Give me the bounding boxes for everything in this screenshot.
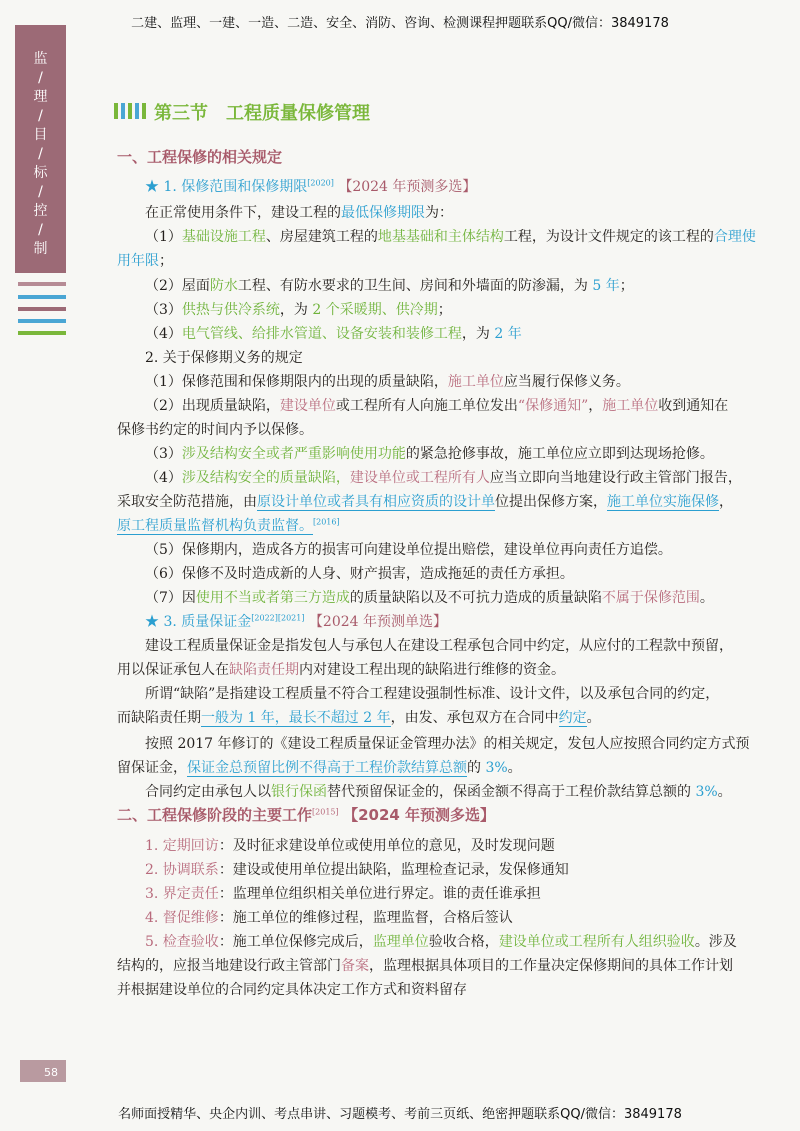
side-stripe: [18, 282, 66, 286]
text: ，监理根据具体项目的工作量决定保修期间的具体工作计划: [369, 958, 733, 974]
text: ：建设或使用单位提出缺陷，监理检查记录，发保修通知: [218, 862, 569, 878]
subheading-label: 1. 保修范围和保修期限: [163, 179, 308, 195]
step-label: 2. 协调联系: [145, 862, 219, 878]
year-tag: [2016]: [313, 517, 340, 527]
text: ：施工单位的维修过程，监理监督，合格后签认: [218, 910, 513, 926]
text: 验收合格，: [428, 934, 499, 950]
year-tag: [2020]: [307, 178, 334, 188]
side-char: 控: [33, 203, 48, 219]
text: （4）: [145, 326, 182, 342]
highlight: 缺陷责任期: [229, 662, 299, 678]
year-tag: [2022][2021]: [251, 613, 305, 623]
text: 工程，为设计文件规定的该工程的: [503, 229, 714, 245]
star-icon: ★: [145, 179, 159, 195]
para-3-cont: [117, 757, 785, 777]
step-label: 4. 督促维修: [145, 910, 219, 926]
para-2: 所谓“缺陷”是指建设工程质量不符合工程建设强制性标准、设计文件，以及承包合同的约定，: [145, 686, 720, 702]
highlight: 备案: [341, 958, 369, 974]
text: （1）: [145, 229, 182, 245]
intro-line: [145, 202, 785, 222]
forecast-tag: 【2024 年预测单选】: [308, 614, 448, 630]
item-2: [145, 275, 785, 295]
highlight: 施工单位: [447, 374, 504, 390]
highlight: 建设单位或工程所有人: [349, 470, 490, 486]
duty-5: （5）保修期内，造成各方的损害可向建设单位提出赔偿，建设单位再向责任方追偿。: [145, 542, 672, 558]
duty-4-cont: [117, 491, 785, 511]
text: （3）: [145, 446, 182, 462]
subheading-2: 2. 关于保修期义务的规定: [145, 350, 303, 366]
side-stripe: [18, 319, 66, 323]
item-1-cont: [117, 250, 785, 270]
text: 用以保证承包人在: [117, 662, 229, 678]
item-1: [145, 226, 785, 246]
side-char: 理: [33, 89, 48, 105]
text: ；: [437, 302, 452, 318]
text: 替代预留保证金的，保函金额不得高于工程价款结算总额的: [327, 784, 696, 800]
text: 而缺陷责任期: [117, 710, 201, 726]
duty-3: [145, 443, 785, 463]
highlight: 3%: [485, 760, 508, 776]
text: 位提出保修方案，: [495, 494, 607, 510]
duty-4-cont2: [117, 515, 785, 535]
text: 的质量缺陷以及不可抗力造成的质量缺陷: [349, 590, 602, 606]
highlight: 2 年: [494, 326, 522, 342]
duty-7: [145, 587, 785, 607]
text: 应当履行保修义务。: [503, 374, 630, 390]
highlight: 涉及结构安全的质量缺陷，: [181, 470, 350, 486]
side-char: /: [38, 184, 43, 200]
side-char: /: [38, 222, 43, 238]
highlight: 电气管线、给排水管道、设备安装和装修工程: [181, 326, 462, 342]
highlight: 地基基础和主体结构: [377, 229, 504, 245]
heading-text: 二、工程保修阶段的主要工作: [117, 806, 313, 824]
text: （1）保修范围和保修期限内的出现的质量缺陷，: [145, 374, 448, 390]
subheading-3: [145, 611, 785, 631]
step-label: 3. 界定责任: [145, 886, 219, 902]
text: ，为: [279, 302, 313, 318]
highlight: 使用不当或者第三方造成: [195, 590, 350, 606]
text: ：及时征求建设单位或使用单位的意见，及时发现问题: [218, 838, 555, 854]
heading-part2: [117, 804, 785, 825]
text: 为：: [425, 205, 453, 221]
underlined-highlight: 约定: [558, 710, 587, 726]
highlight: 合理使: [713, 229, 756, 245]
side-stripe: [18, 307, 66, 311]
highlight: 施工单位: [602, 398, 659, 414]
step-5: [145, 931, 785, 951]
forecast-tag: 【2024 年预测多选】: [343, 806, 496, 824]
highlight: 建设单位或工程所有人组织验收: [498, 934, 695, 950]
item-3: [145, 299, 785, 319]
text: 。: [717, 784, 732, 800]
side-char: /: [38, 70, 43, 86]
text: （7）因: [145, 590, 196, 606]
highlight: 建设单位: [279, 398, 336, 414]
text: ；: [619, 278, 634, 294]
side-char: 监: [33, 51, 48, 67]
text: 。涉及: [694, 934, 737, 950]
step-4: [145, 907, 785, 927]
duty-4: [145, 467, 785, 487]
text: （4）: [145, 470, 182, 486]
highlight: 不属于保修范围: [601, 590, 700, 606]
text: （2）屋面: [145, 278, 210, 294]
section-bars-icon: [114, 103, 149, 123]
duty-6: （6）保修不及时造成新的人身、财产损害，造成拖延的责任方承担。: [145, 566, 574, 582]
section-title: 第三节 工程质量保修管理: [154, 103, 370, 124]
text: ，为: [461, 326, 495, 342]
step-5-cont2: 并根据建设单位的合同约定具体决定工作方式和资料留存: [117, 982, 467, 998]
text: ：施工单位保修完成后，: [218, 934, 373, 950]
text: 内对建设工程出现的缺陷进行维修的资金。: [299, 662, 565, 678]
text: ：监理单位组织相关单位进行界定。谁的责任谁承担: [218, 886, 541, 902]
text: 合同约定由承包人以: [145, 784, 271, 800]
side-char: 目: [33, 127, 48, 143]
para-1: 建设工程质量保证金是指发包人与承包人在建设工程承包合同中约定，从应付的工程款中预留，: [145, 638, 733, 654]
step-2: [145, 859, 785, 879]
para-4: [145, 781, 785, 801]
text: 收到通知在: [658, 398, 729, 414]
side-stripe: [18, 295, 66, 299]
side-char: 标: [33, 165, 48, 181]
text: ；: [159, 253, 173, 269]
forecast-tag: 【2024 年预测多选】: [338, 179, 477, 195]
highlight: 监理单位: [372, 934, 429, 950]
duty-1: [145, 371, 785, 391]
underlined-highlight: 施工单位实施保修: [607, 494, 719, 510]
item-4: [145, 323, 785, 343]
star-icon: ★: [145, 614, 159, 630]
highlight: 防水: [209, 278, 238, 294]
underlined-highlight: 原工程质量监督机构负责监督。: [117, 518, 313, 534]
text: ，: [719, 494, 733, 510]
text: 、房屋建筑工程的: [265, 229, 378, 245]
text: 采取安全防范措施，由: [117, 494, 257, 510]
text: （2）出现质量缺陷，: [145, 398, 280, 414]
duty-2-cont: 保修书约定的时间内予以保修。: [117, 422, 313, 438]
side-char: 制: [33, 241, 48, 257]
highlight: 2 个采暖期、供冷期: [312, 302, 438, 318]
step-label: 1. 定期回访: [145, 838, 219, 854]
text: 应当立即向当地建设行政主管部门报告，: [489, 470, 742, 486]
highlight: “保修通知”: [517, 398, 589, 414]
side-stripe: [18, 331, 66, 335]
step-label: 5. 检查验收: [145, 934, 219, 950]
highlight: 涉及结构安全或者严重影响使用功能: [181, 446, 406, 462]
text: 在正常使用条件下，建设工程的: [145, 205, 341, 221]
text: 。: [586, 710, 601, 726]
para-1-cont: [117, 659, 785, 679]
text: 留保证金，: [117, 760, 187, 776]
text: 结构的，应报当地建设行政主管部门: [117, 958, 341, 974]
side-char: /: [38, 146, 43, 162]
side-tab-label: [15, 50, 66, 259]
year-tag: [2015]: [312, 807, 339, 817]
underlined-highlight: 一般为 1 年，最长不超过 2 年: [201, 710, 391, 726]
step-3: [145, 883, 785, 903]
para-3: 按照 2017 年修订的《建设工程质量保证金管理办法》的相关规定，发包人应按照合同约定方式预: [145, 736, 750, 752]
text: 的: [467, 760, 486, 776]
duty-2: [145, 395, 785, 415]
para-2-cont: [117, 707, 785, 727]
heading-part1: 一、工程保修的相关规定: [117, 148, 283, 166]
text: 或工程所有人向施工单位发出: [335, 398, 518, 414]
subheading-label: 3. 质量保证金: [163, 614, 252, 630]
highlight: 用年限: [117, 253, 159, 269]
highlight: 供热与供冷系统: [181, 302, 280, 318]
text: 。: [699, 590, 714, 606]
highlight: 基础设施工程: [181, 229, 266, 245]
text: ，由发、承包双方在合同中: [390, 710, 559, 726]
text: 工程、有防水要求的卫生间、房间和外墙面的防渗漏，为: [237, 278, 593, 294]
footer-banner: 名师面授精华、央企内训、考点串讲、习题模考、考前三页纸、绝密押题联系QQ/微信：3849178: [118, 1107, 682, 1122]
underlined-highlight: 保证金总预留比例不得高于工程价款结算总额: [187, 760, 467, 776]
subheading-1: [145, 176, 785, 196]
highlight: 最低保修期限: [341, 205, 425, 221]
highlight: 5 年: [592, 278, 620, 294]
text: （3）: [145, 302, 182, 318]
text: 。: [507, 760, 522, 776]
page-number: 58: [20, 1060, 66, 1082]
text: ，: [588, 398, 603, 414]
step-1: [145, 835, 785, 855]
side-char: /: [38, 108, 43, 124]
text: 的紧急抢修事故，施工单位应立即到达现场抢修。: [405, 446, 714, 462]
underlined-highlight: 原设计单位或者具有相应资质的设计单: [257, 494, 495, 510]
step-5-cont: [117, 955, 785, 975]
highlight: 3%: [695, 784, 718, 800]
highlight: 银行保函: [271, 784, 327, 800]
header-banner: 二建、监理、一建、一造、二造、安全、消防、咨询、检测课程押题联系QQ/微信：3849178: [131, 16, 669, 31]
